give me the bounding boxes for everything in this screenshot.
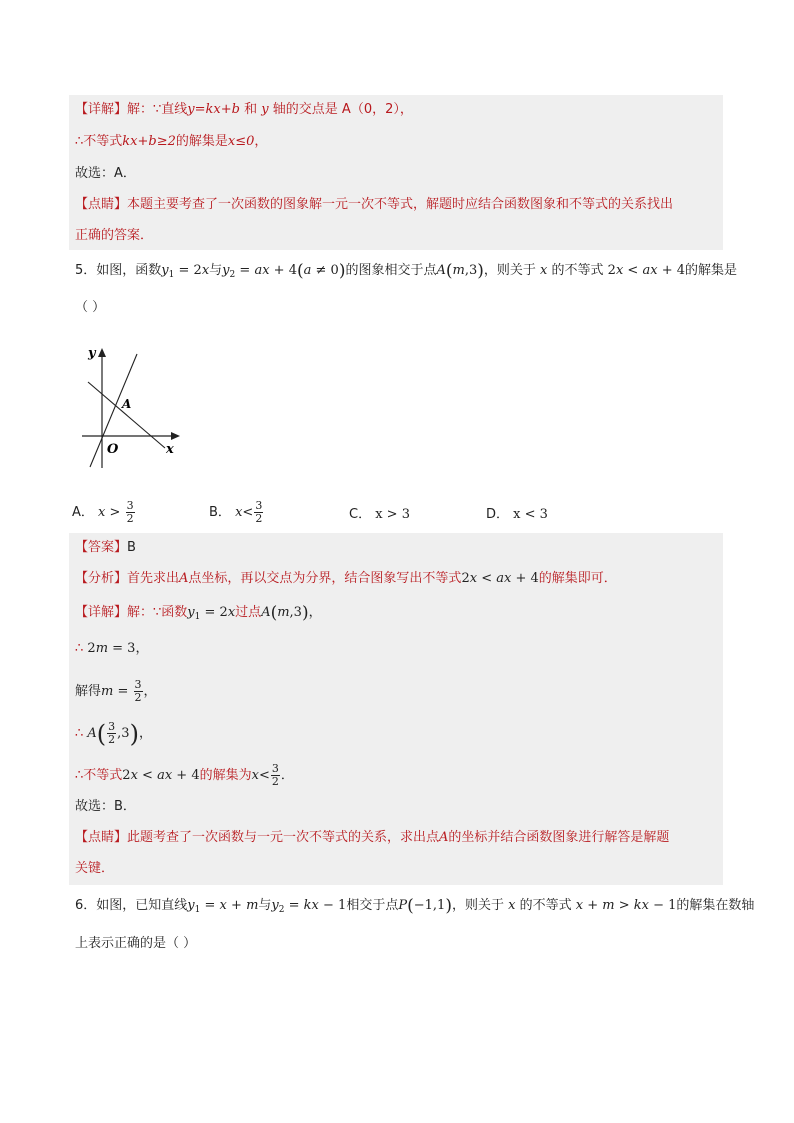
- q5-comment-line1: 【点睛】此题考查了一次函数与一元一次不等式的关系，求出点A的坐标并结合函数图象进行解答是解题: [75, 830, 670, 845]
- detail-tag: 【详解】: [75, 102, 128, 117]
- label-x: x: [166, 442, 174, 457]
- q6-question-line2: 上表示正确的是（ ）: [75, 936, 197, 951]
- q5-analysis-line: 【分析】首先求出A点坐标，再以交点为分界，结合图象写出不等式2x < ax + 4的解集即可．: [75, 571, 617, 586]
- q5-step1: ∴ 2m = 3，: [75, 641, 149, 656]
- q6-question-line1: 6．如图，已知直线$y_1 = x + m$与$y_2$ = kx − 1相交于点P(−1,1)，则关于 x 的不等式 x + m > kx − 1的解集在数轴: [75, 896, 755, 916]
- option-c[interactable]: C． x > 3: [349, 507, 410, 522]
- q5-detail-line: 【详解】解：∵函数$y_1 = 2x$过点A(m,3)，: [75, 603, 322, 623]
- q4-comment-line1: 【点睛】本题主要考查了一次函数的图象解一元一次不等式，解题时应结合函数图象和不等式的关系找出: [75, 197, 674, 212]
- q5-graph: [80, 340, 190, 470]
- q4-conclusion-line: ∴不等式kx+b≥2的解集是x≤0，: [75, 134, 268, 149]
- option-b[interactable]: B． x< $\frac{3}{2}$: [209, 499, 263, 525]
- q5-step4: ∴不等式2x < ax + 4的解集为x< $\frac{3}{2}$ ．: [75, 762, 294, 788]
- q5-question-line1: 5．如图，函数$y_1 = 2x$与$y_2$ = ax + 4(a ≠ 0)的图象相交于点A(m,3)，则关于 x 的不等式 2x < ax + 4的解集是: [75, 261, 738, 281]
- label-a: A: [122, 397, 132, 411]
- label-o: O: [107, 442, 119, 457]
- q5-step2: 解得m = $\frac{3}{2}$ ，: [75, 678, 157, 704]
- option-a[interactable]: A． x > $\frac{3}{2}$: [72, 499, 134, 525]
- q5-paren: （ ）: [75, 300, 106, 315]
- q5-answer-line: 【答案】B: [75, 540, 136, 555]
- q5-comment-line2: 关键．: [75, 861, 115, 876]
- x-axis-arrow: [171, 432, 180, 440]
- q5-step3: ∴ A( $\frac{3}{2}$ ,3)，: [75, 720, 152, 748]
- answer-value: B: [127, 540, 136, 555]
- q5-choose-line: 故选：B．: [75, 799, 136, 814]
- line-y2: [88, 382, 165, 448]
- q4-detail-line: 【详解】解：∵直线y=kx+b 和 y 轴的交点是 A（0，2），: [75, 102, 413, 117]
- option-d[interactable]: D． x < 3: [486, 507, 548, 522]
- q4-choose-line: 故选：A．: [75, 166, 136, 181]
- y-axis-arrow: [98, 348, 106, 357]
- q4-comment-line2: 正确的答案．: [75, 228, 154, 243]
- label-y: y: [88, 346, 96, 361]
